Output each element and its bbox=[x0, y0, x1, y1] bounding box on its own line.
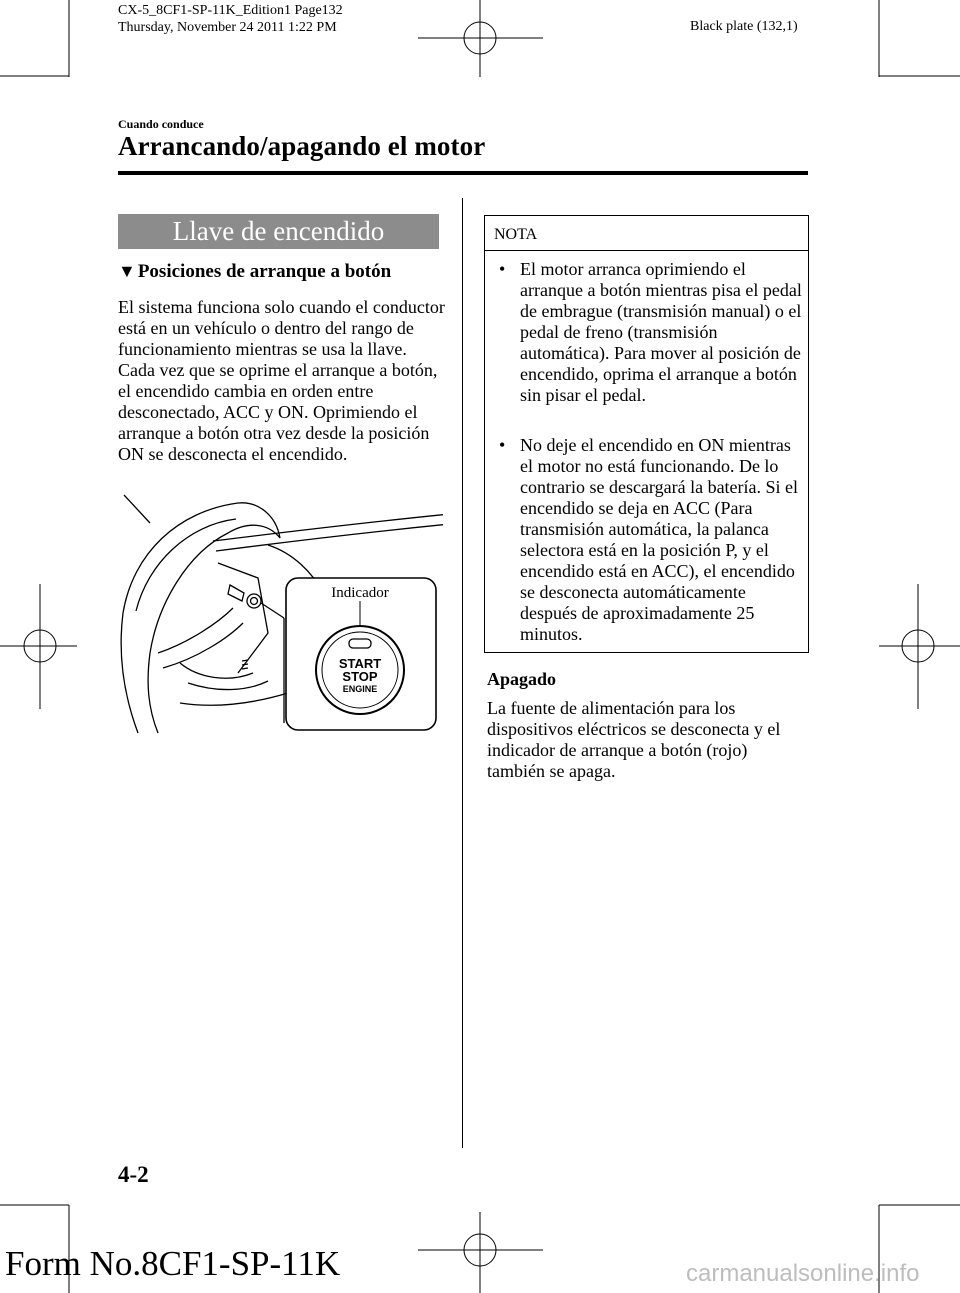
note-item-text: No deje el encendido en ON mientras el motor no está funcionando. De lo contrario se descargará la batería. Si el encendido se deja en ACC (Para transmisión automática, la palanca selectora está en la posición P, y el encendido está en ACC), el encendido se desconecta automáticamente después de aproximadamente 25 minutos. bbox=[520, 435, 799, 644]
chapter-title: Arrancando/apagando el motor bbox=[118, 131, 486, 161]
note-title: NOTA bbox=[494, 226, 538, 243]
intro-paragraph: El sistema funciona solo cuando el conductor está en un vehículo o dentro del rango de funcionamiento mientras se usa la llave. Cada vez que se oprime el arranque a botón, el encendido cambia en orden entre desconectado, ACC y ON. Oprimiendo el arranque a botón otra vez desde la posición ON se desconecta el encendido. bbox=[118, 297, 445, 464]
button-start-text: START bbox=[338, 656, 382, 671]
button-engine-text: ENGINE bbox=[342, 684, 378, 694]
header-rule bbox=[118, 171, 808, 175]
apagado-paragraph: La fuente de alimentación para los dispositivos eléctricos se desconecta y el indicador de arranque a botón (rojo) también se apaga. bbox=[487, 698, 781, 781]
section-label: Cuando conduce bbox=[118, 117, 204, 131]
topic-title: Llave de encendido bbox=[118, 214, 439, 249]
note-box bbox=[484, 215, 809, 653]
note-header bbox=[485, 216, 808, 251]
plate-label: Black plate (132,1) bbox=[690, 19, 798, 34]
bullet-icon: • bbox=[499, 259, 506, 279]
subheading bbox=[118, 261, 391, 283]
bullet-icon: • bbox=[499, 435, 506, 455]
indicator-light bbox=[349, 639, 371, 648]
column-divider bbox=[462, 198, 463, 1148]
watermark: carmanualsonline.info bbox=[686, 1260, 920, 1287]
form-number: Form No.8CF1-SP-11K bbox=[5, 1244, 341, 1283]
ignition-illustration bbox=[118, 493, 443, 738]
callout-label: Indicador bbox=[331, 585, 389, 601]
date-line: Thursday, November 24 2011 1:22 PM bbox=[118, 20, 337, 35]
note-item bbox=[499, 435, 804, 645]
print-header bbox=[118, 2, 343, 36]
triangle-marker-icon: ▼ bbox=[118, 261, 136, 281]
file-line: CX-5_8CF1-SP-11K_Edition1 Page132 bbox=[118, 3, 343, 18]
note-item-text: El motor arranca oprimiendo el arranque a botón mientras pisa el pedal de embrague (transmisión manual) o el pedal de freno (transmisión automática). Para mover al posición de encendido, oprima el arranque a botón sin pisar el pedal. bbox=[520, 259, 802, 405]
note-item bbox=[499, 259, 804, 406]
button-stop-text: STOP bbox=[342, 669, 378, 684]
subheading-text: Posiciones de arranque a botón bbox=[137, 261, 392, 282]
apagado-heading: Apagado bbox=[487, 669, 557, 689]
page-number: 4-2 bbox=[118, 1162, 149, 1187]
